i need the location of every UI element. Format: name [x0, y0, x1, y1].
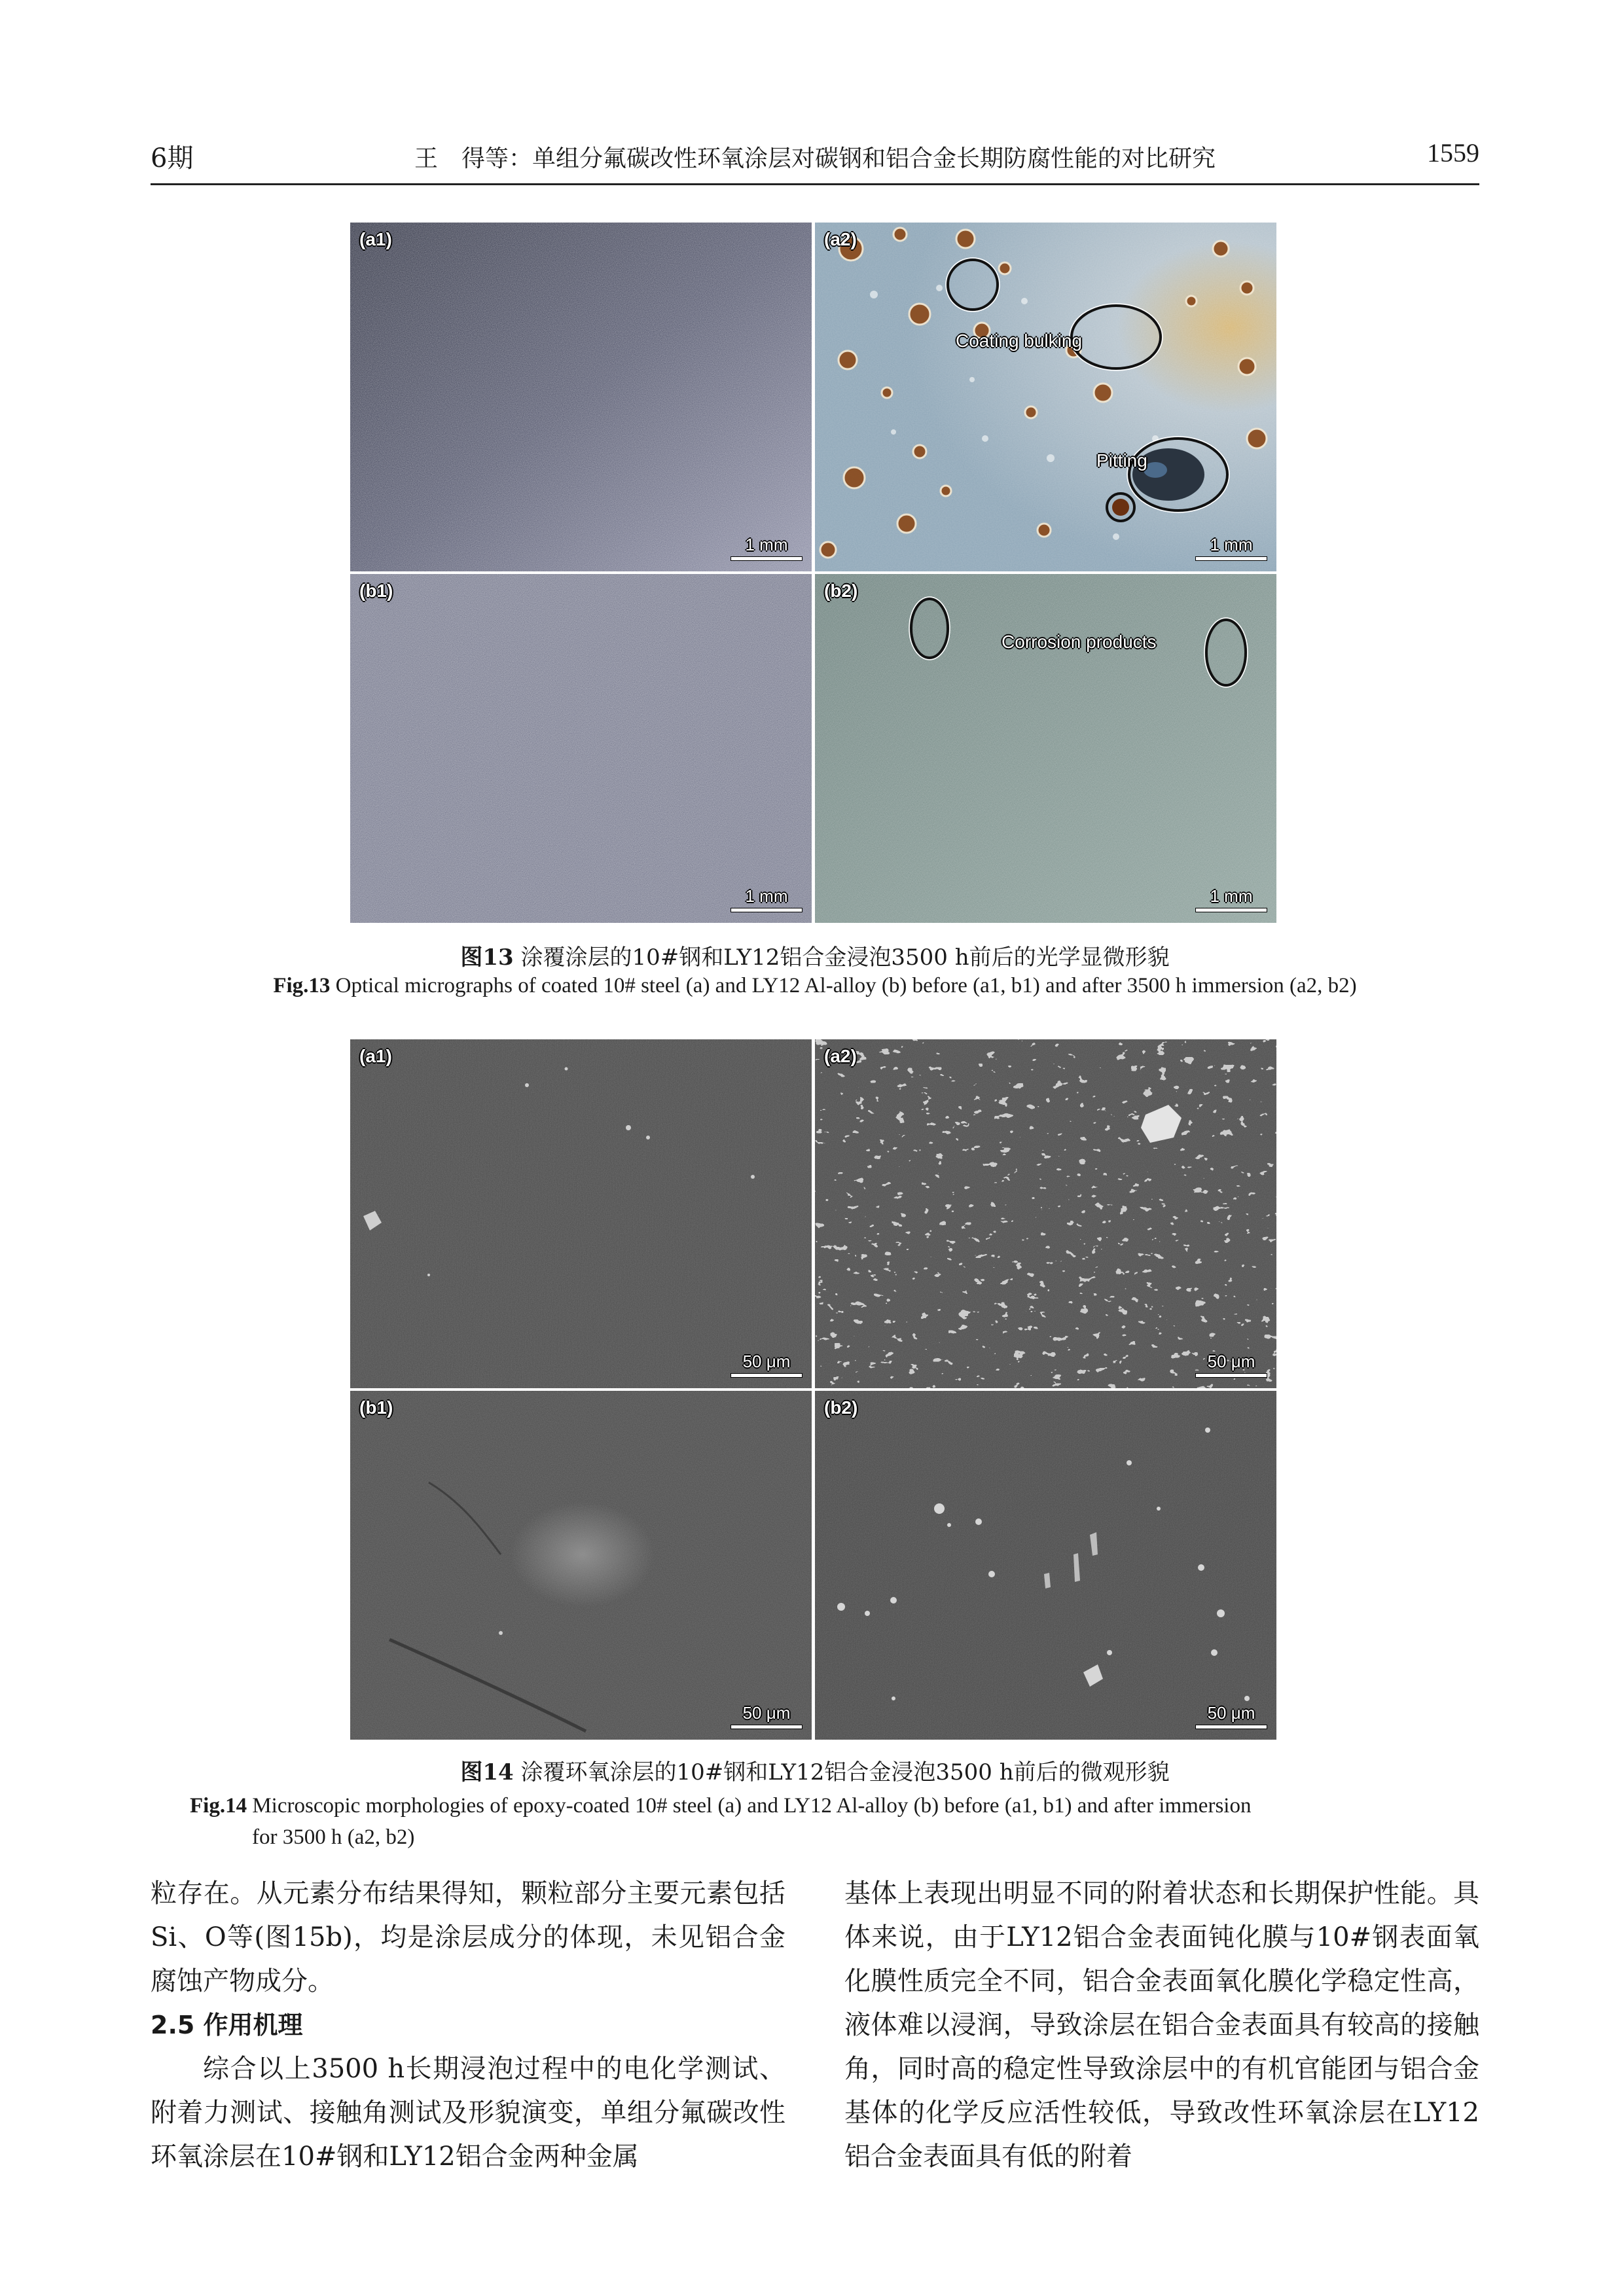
scale-bar	[731, 535, 803, 561]
running-header	[151, 137, 1479, 183]
scale-bar	[1195, 535, 1267, 561]
fig13-b1-micrograph	[350, 574, 812, 923]
panel-label: (a2)	[824, 229, 857, 249]
scale-bar	[1195, 886, 1267, 912]
scale-bar-label: 1 mm	[1210, 886, 1253, 906]
fig14-a2-sem-image	[815, 1039, 1276, 1388]
fig14-caption-cn-text: 涂覆环氧涂层的10#钢和LY12铝合金浸泡3500 h前后的微观形貌	[520, 1759, 1170, 1785]
fig13-panel-b1	[350, 574, 812, 923]
body-paragraph: 基体上表现出明显不同的附着状态和长期保护性能。具体来说，由于LY12铝合金表面钝化膜与10#钢表面氧化膜性质完全不同，铝合金表面氧化膜化学稳定性高，液体难以浸润，导致涂层在铝合金表面具有较高的接触角，同时高的稳定性导致涂层中的有机官能团与铝合金基体的化学反应活性较低，导致改性环氧涂层在LY12铝合金表面具有低的附着	[844, 1878, 1479, 2172]
pitting-label: Pitting	[1096, 450, 1147, 471]
fig14-caption-en-line2: for 3500 h (a2, b2)	[252, 1825, 415, 1849]
corrosion-products-label: Corrosion products	[1001, 632, 1157, 652]
scale-bar-label: 1 mm	[745, 535, 788, 554]
fig14-caption-en-text: Microscopic morphologies of epoxy-coated 10# steel (a) and LY12 Al-alloy (b) before (a1, b1) and after immersion	[252, 1794, 1252, 1818]
scale-bar-label: 50 μm	[1207, 1703, 1255, 1723]
scale-bar-line	[731, 1725, 803, 1729]
fig13-caption-cn-text: 涂覆涂层的10#钢和LY12铝合金浸泡3500 h前后的光学显微形貌	[520, 944, 1170, 971]
panel-label: (b1)	[359, 581, 393, 601]
scale-bar-line	[731, 908, 803, 912]
scale-bar-label: 1 mm	[1210, 535, 1253, 554]
body-column-right	[844, 1872, 1479, 2179]
fig13-caption-en	[151, 974, 1479, 998]
fig14-caption-en-line1	[190, 1790, 1453, 1821]
figure-13	[350, 223, 1276, 923]
fig14-b2-sem-image	[815, 1391, 1276, 1740]
fig14-b1-sem-image	[350, 1391, 812, 1740]
scale-bar	[1195, 1352, 1267, 1378]
fig13-caption-en-text: Optical micrographs of coated 10# steel (a) and LY12 Al-alloy (b) before (a1, b1) and after 3500 h immersion (a2, b2)	[335, 974, 1357, 997]
issue-number: 6期	[151, 143, 194, 173]
figure-14	[350, 1039, 1276, 1740]
fig13-panel-a1	[350, 223, 812, 571]
panel-label: (a1)	[359, 1046, 392, 1066]
fig14-a1-sem-image	[350, 1039, 812, 1388]
scale-bar-label: 50 μm	[742, 1703, 791, 1723]
fig13-panel-a2	[815, 223, 1276, 571]
scale-bar-label: 50 μm	[1207, 1352, 1255, 1371]
fig13-caption-cn	[151, 939, 1479, 971]
scale-bar-line	[1195, 908, 1267, 912]
scale-bar	[1195, 1703, 1267, 1729]
fig13-caption-en-label: Fig.13	[273, 974, 331, 997]
fig14-caption-cn	[151, 1754, 1479, 1786]
scale-bar	[731, 886, 803, 912]
scale-bar	[731, 1352, 803, 1378]
fig13-caption-cn-label: 图13	[460, 944, 514, 971]
scale-bar-line	[1195, 556, 1267, 561]
panel-label: (a2)	[824, 1046, 857, 1066]
fig14-panel-a1	[350, 1039, 812, 1388]
body-paragraph: 综合以上3500 h长期浸泡过程中的电化学测试、附着力测试、接触角测试及形貌演变，单组分氟碳改性环氧涂层在10#钢和LY12铝合金两种金属	[151, 2054, 785, 2172]
fig14-caption-en	[190, 1790, 1453, 1853]
fig14-panel-b1	[350, 1391, 812, 1740]
section-heading: 2.5 作用机理	[151, 2011, 303, 2039]
fig13-a1-micrograph	[350, 223, 812, 571]
page-number: 1559	[1427, 138, 1479, 168]
fig14-caption-en-label: Fig.14	[190, 1794, 247, 1818]
body-paragraph: 粒存在。从元素分布结果得知，颗粒部分主要元素包括Si、O等(图15b)，均是涂层成分的体现，未见铝合金腐蚀产物成分。	[151, 1878, 785, 1996]
scale-bar-line	[731, 1373, 803, 1378]
fig13-a2-micrograph	[815, 223, 1276, 571]
coating-bulking-label: Coating bulking	[956, 331, 1083, 351]
scale-bar-label: 50 μm	[742, 1352, 791, 1371]
header-rule	[151, 183, 1479, 185]
scale-bar	[731, 1703, 803, 1729]
panel-label: (b2)	[824, 1397, 858, 1418]
fig13-b2-micrograph	[815, 574, 1276, 923]
fig14-panel-b2	[815, 1391, 1276, 1740]
scale-bar-line	[1195, 1373, 1267, 1378]
fig13-panel-b2	[815, 574, 1276, 923]
running-title: 王 得等：单组分氟碳改性环氧涂层对碳钢和铝合金长期防腐性能的对比研究	[414, 145, 1216, 172]
scale-bar-line	[731, 556, 803, 561]
panel-label: (a1)	[359, 229, 392, 249]
scale-bar-line	[1195, 1725, 1267, 1729]
panel-label: (b2)	[824, 581, 858, 601]
fig14-caption-cn-label: 图14	[460, 1759, 514, 1785]
body-column-left	[151, 1872, 785, 2179]
scale-bar-label: 1 mm	[745, 886, 788, 906]
fig14-panel-a2	[815, 1039, 1276, 1388]
panel-label: (b1)	[359, 1397, 393, 1418]
